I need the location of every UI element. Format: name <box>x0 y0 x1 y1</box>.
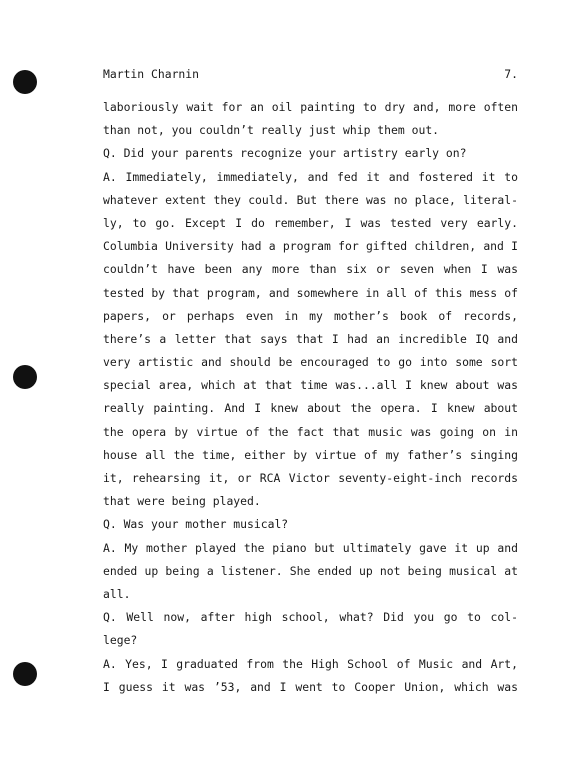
transcript-line: it, rehearsing it, or RCA Victor seventy-eight-inch records <box>103 471 518 485</box>
transcript-line: lege? <box>103 633 138 648</box>
punch-hole <box>13 662 37 686</box>
transcript-line: whatever extent they could. But there was no place, literal- <box>103 192 518 207</box>
transcript-line: I guess it was ’53, and I went to Cooper Union, which was <box>103 679 518 694</box>
transcript-line: ly, to go. Except I do remember, I was tested very early. <box>103 215 518 230</box>
transcript-line: all. <box>103 586 131 601</box>
transcript-line: laboriously wait for an oil painting to dry and, more often <box>103 100 518 114</box>
transcript-line: A. Yes, I graduated from the High School of Music and Art, <box>103 656 518 671</box>
header-interviewee-name: Martin Charnin <box>103 67 200 81</box>
transcript-line: ended up being a listener. She ended up not being musical at <box>103 563 518 578</box>
page-header <box>103 66 518 82</box>
transcript-line: than not, you couldn’t really just whip them out. <box>103 123 440 138</box>
transcript-line: Q. Well now, after high school, what? Did you go to col- <box>103 610 518 625</box>
transcript-line: that were being played. <box>103 494 261 509</box>
transcript-line: couldn’t have been any more than six or seven when I was <box>103 262 518 277</box>
transcript-body <box>103 96 518 699</box>
transcript-line: A. My mother played the piano but ultimately gave it up and <box>103 540 518 555</box>
transcript-line: really painting. And I knew about the opera. I knew about <box>103 401 518 416</box>
transcript-line: Q. Did your parents recognize your artistry early on? <box>103 146 467 161</box>
transcript-line: Q. Was your mother musical? <box>103 517 289 532</box>
punch-hole <box>13 70 37 94</box>
transcript-line: there’s a letter that says that I had an incredible IQ and <box>103 331 518 346</box>
transcript-line: house all the time, either by virtue of my father’s singing <box>103 447 518 462</box>
transcript-line: the opera by virtue of the fact that music was going on in <box>103 424 518 439</box>
transcript-line: Columbia University had a program for gifted children, and I <box>103 239 518 254</box>
transcript-line: very artistic and should be encouraged to go into some sort <box>103 355 518 370</box>
punch-hole <box>13 365 37 389</box>
page-number: 7. <box>504 67 518 81</box>
transcript-line: tested by that program, and somewhere in all of this mess of <box>103 285 518 300</box>
transcript-line: papers, or perhaps even in my mother’s book of records, <box>103 308 518 323</box>
transcript-line: A. Immediately, immediately, and fed it and fostered it to <box>103 169 518 184</box>
transcript-line: special area, which at that time was...all I knew about was <box>103 378 518 393</box>
